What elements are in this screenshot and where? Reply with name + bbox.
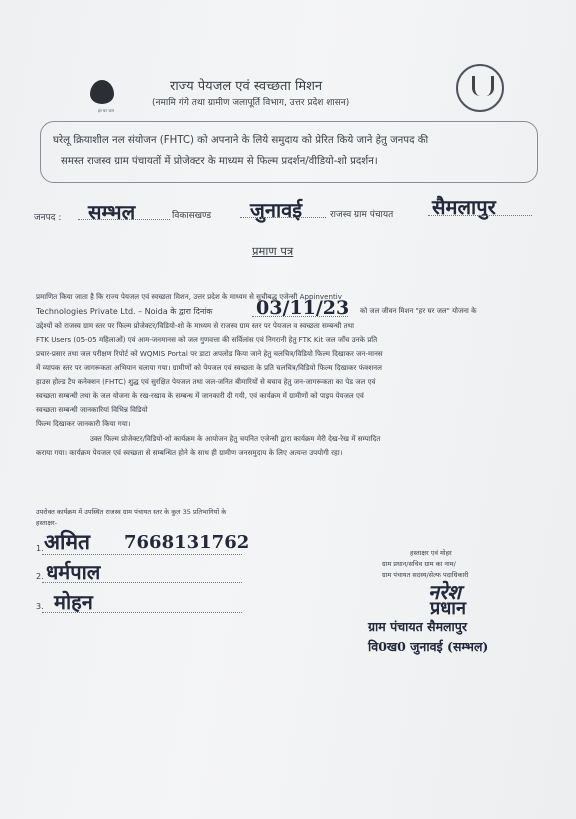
signatory-caption-2: ग्राम प्रधान/सचिव ग्राम का नाम/ [382, 560, 456, 568]
stamp-title: प्रधान [430, 598, 466, 619]
district-label: जनपद : [34, 213, 62, 223]
emblem-symbol-icon [472, 76, 494, 96]
attendance-caption-2: हस्ताक्षर- [36, 519, 58, 527]
certificate-title: प्रमाण पत्र [252, 244, 294, 258]
signatory-caption-3: ग्राम पंचायत सदस्य/सेल्फ पदाधिकारी [382, 571, 469, 579]
body-line: प्रचार-प्रसार तथा जल परीक्षण रिपोर्ट को WQMIS Portal पर डाटा अपलोड किया जाने हेतु चलचित्र/विडियो फिल्म दिखाकर जन-मानस [36, 349, 383, 358]
water-drop-icon [90, 80, 114, 104]
body-line: उद्देश्यों को राजस्व ग्राम स्तर पर फिल्म प्रोजेक्टर/विडियो-शो के माध्यम से राजस्व ग्राम स्तर पर पेयजल व स्वच्छता सम्बन्धी तथा [36, 321, 354, 330]
panchayat-label: राजस्व ग्राम पंचायत [330, 210, 394, 220]
panchayat-underline [428, 215, 532, 216]
banner-line-1: घरेलू क्रियाशील नल संयोजन (FHTC) को अपनाने के लिये समुदाय को प्रेरित किये जाने हेतु जनपद की [53, 135, 429, 146]
body-line: FTK Users (05-05 महिलाओं) एवं आम-जनमानस को जल गुणवत्ता की सर्विलांस एवं निगरानी हेतु FTK Kit जल जाँच उनके प्रति [36, 335, 378, 344]
participant-name: मोहन [54, 590, 93, 614]
stamp-block: वि0ख0 जुनावई (सम्भल) [368, 639, 489, 654]
body-line: में व्यापक स्तर पर जागरूकता अभियान चलाया गया। ग्रामीणों को पेयजल एवं स्वच्छता के प्रति चलचित्र/विडियो फिल्म दिखाकर फंक्शनल [36, 363, 382, 372]
program-date: 03/11/23 [256, 297, 350, 319]
block-label: विकासखण्ड [172, 211, 212, 221]
logo-tagline: हर घर जल [98, 108, 114, 113]
block-value: जुनावई [250, 198, 303, 222]
entry-number: 1. [36, 544, 44, 553]
entry-underline [42, 612, 242, 613]
closing-line: उक्त फिल्म प्रोजेक्टर/विडियो-शो कार्यक्रम के आयोजन हेतु चयनित एजेन्सी द्वारा कार्यक्रम मेरी देख-रेख में सम्पादित [90, 434, 381, 443]
banner-line-2: समस्त राजस्व ग्राम पंचायतों में प्रोजेक्टर के माध्यम से फिल्म प्रदर्शन/वीडियो-शो प्रदर्शन। [61, 156, 378, 167]
body-line: प्रमाणित किया जाता है कि राज्य पेयजल एवं स्वच्छता मिशन, उत्तर प्रदेश के माध्यम से सूचीबद्ध एजेन्सी Appinventiv [36, 292, 342, 301]
org-subtitle: (नमामि गंगे तथा ग्रामीण जलापूर्ति विभाग, उत्तर प्रदेश शासन) [152, 98, 350, 108]
participant-phone: 7668131762 [124, 532, 250, 553]
entry-underline [42, 554, 242, 555]
body-line: Technologies Private Ltd. – Noida के द्वारा दिनांक [36, 307, 213, 316]
district-underline [78, 219, 170, 220]
up-government-emblem [456, 64, 504, 112]
district-value: सम्भल [88, 200, 136, 224]
date-underline [252, 316, 348, 317]
body-line-after-date: को जल जीवन मिशन "हर घर जल" योजना के [360, 307, 477, 315]
entry-underline [42, 582, 242, 583]
closing-line: कराया गया। कार्यक्रम पेयजल एवं स्वच्छता से सम्बन्धित होने के साथ ही ग्रामीण जनसमुदाय के लिए अत्यन्त उपयोगी रहा। [36, 448, 343, 457]
body-line: स्वच्छता सम्बन्धी जानकारियां विभिन्न विडियो [36, 405, 148, 414]
block-underline [240, 217, 326, 218]
pradhan-signature: नरेश [428, 580, 461, 604]
participant-name: धर्मपाल [46, 560, 101, 584]
body-line: स्वच्छता सम्बन्धी तथा के जल योजना के रख-रखाव के सम्बन्ध में जानकारी दी गयी, एवं कार्यक्रम में ग्रामीणों को पाइप पेयजल एवं [36, 391, 364, 400]
program-banner [40, 121, 538, 183]
signatory-caption: हस्ताक्षर एवं मोहर [410, 549, 452, 557]
entry-number: 3. [36, 602, 44, 611]
panchayat-value: सैमलापुर [432, 195, 496, 219]
participant-name: अमित [44, 529, 91, 554]
body-line: हाउस होल्ड टैप कनेक्शन (FHTC) शुद्ध एवं सुरक्षित पेयजल तथा जल-जनित बीमारियों से बचाव हेतु जन-जागरूकता का पेड जल एवं [36, 377, 376, 386]
stamp-panchayat: ग्राम पंचायत सैमलापुर [368, 619, 467, 634]
org-title: राज्य पेयजल एवं स्वच्छता मिशन [170, 79, 323, 94]
body-line: फिल्म दिखाकर जानकारी किया गया। [36, 419, 131, 428]
attendance-caption: उपरोक्त कार्यक्रम में उपस्थित राजस्व ग्राम पंचायत स्तर के कुल 35 प्रतिभागियों के [36, 508, 227, 516]
entry-number: 2. [36, 572, 44, 581]
swachh-jal-logo [82, 80, 122, 124]
